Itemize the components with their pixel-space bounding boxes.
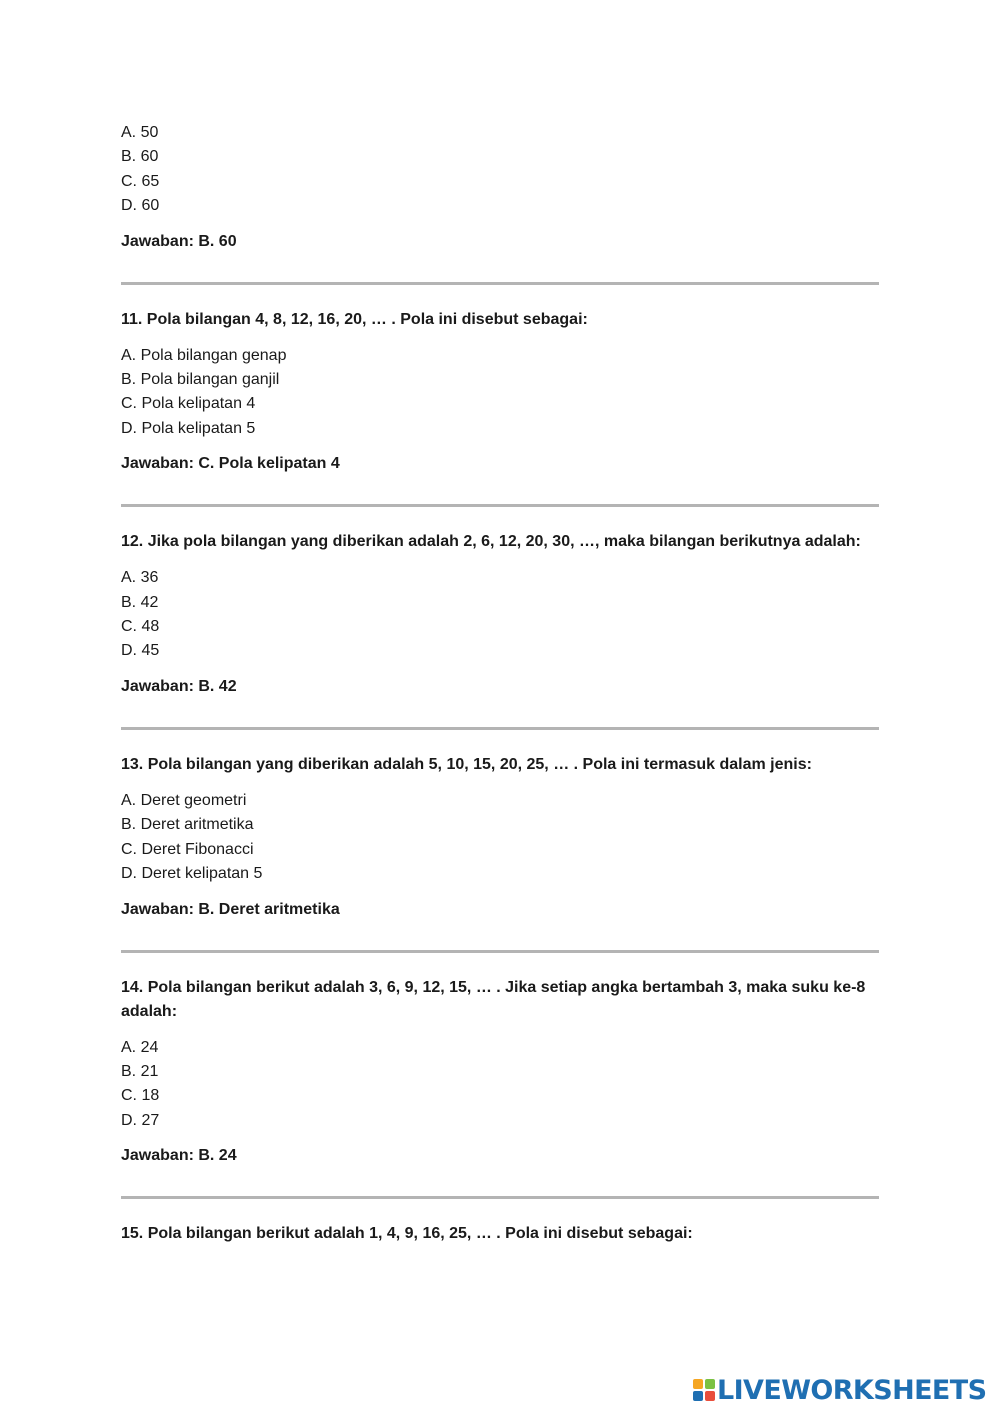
option-b: B. 60: [121, 148, 159, 166]
logo-square: [693, 1391, 703, 1401]
logo-square: [693, 1379, 703, 1389]
logo-text: LIVEWORKSHEETS: [717, 1374, 987, 1406]
option-d: D. 27: [121, 1111, 160, 1129]
question-15: 15. Pola bilangan berikut adalah 1, 4, 9, 16, 25, … . Pola ini disebut sebagai:: [121, 1225, 693, 1243]
option-c: C. 18: [121, 1087, 160, 1105]
answer-line: Jawaban: B. 24: [121, 1147, 237, 1165]
logo-grid-icon: [693, 1379, 715, 1401]
options-list: [121, 121, 879, 219]
option-a: A. 50: [121, 124, 159, 141]
option-c: C. 48: [121, 618, 160, 636]
answer-line: Jawaban: C. Pola kelipatan 4: [121, 455, 340, 473]
option-d: D. Deret kelipatan 5: [121, 865, 263, 883]
question-12: 12. Jika pola bilangan yang diberikan adalah 2, 6, 12, 20, 30, …, maka bilangan berikutnya adalah:: [121, 533, 861, 551]
option-d: D. Pola kelipatan 5: [121, 419, 256, 437]
options-list: [121, 566, 879, 664]
option-a: A. Pola bilangan genap: [121, 346, 287, 364]
option-a: A. 36: [121, 569, 159, 587]
options-list: [121, 789, 879, 887]
option-c: C. Pola kelipatan 4: [121, 395, 256, 413]
question-14: 14. Pola bilangan berikut adalah 3, 6, 9, 12, 15, … . Jika setiap angka bertambah 3, maka suku ke-8 adalah:: [121, 978, 866, 1020]
logo-square: [705, 1391, 715, 1401]
divider: [121, 1196, 879, 1199]
answer-line: Jawaban: B. Deret aritmetika: [121, 900, 340, 918]
option-a: A. Deret geometri: [121, 791, 247, 809]
option-c: C. Deret Fibonacci: [121, 840, 254, 858]
option-b: B. Deret aritmetika: [121, 816, 254, 834]
options-list: [121, 1036, 879, 1134]
option-b: B. 21: [121, 1062, 159, 1080]
option-a: A. 24: [121, 1038, 159, 1056]
option-b: B. Pola bilangan ganjil: [121, 371, 280, 389]
options-list: [121, 344, 879, 442]
divider: [121, 282, 879, 285]
option-c: C. 65: [121, 172, 160, 190]
option-d: D. 60: [121, 197, 160, 215]
divider: [121, 727, 879, 730]
answer-line: Jawaban: B. 60: [121, 232, 237, 250]
option-d: D. 45: [121, 642, 160, 660]
answer-line: Jawaban: B. 42: [121, 677, 237, 695]
divider: [121, 504, 879, 507]
option-b: B. 42: [121, 593, 159, 611]
logo-square: [705, 1379, 715, 1389]
liveworksheets-logo: [693, 1374, 986, 1406]
worksheet-content: [121, 121, 879, 1258]
divider: [121, 950, 879, 953]
question-11: 11. Pola bilangan 4, 8, 12, 16, 20, … . Pola ini disebut sebagai:: [121, 310, 588, 328]
question-13: 13. Pola bilangan yang diberikan adalah 5, 10, 15, 20, 25, … . Pola ini termasuk dalam jenis:: [121, 755, 812, 773]
